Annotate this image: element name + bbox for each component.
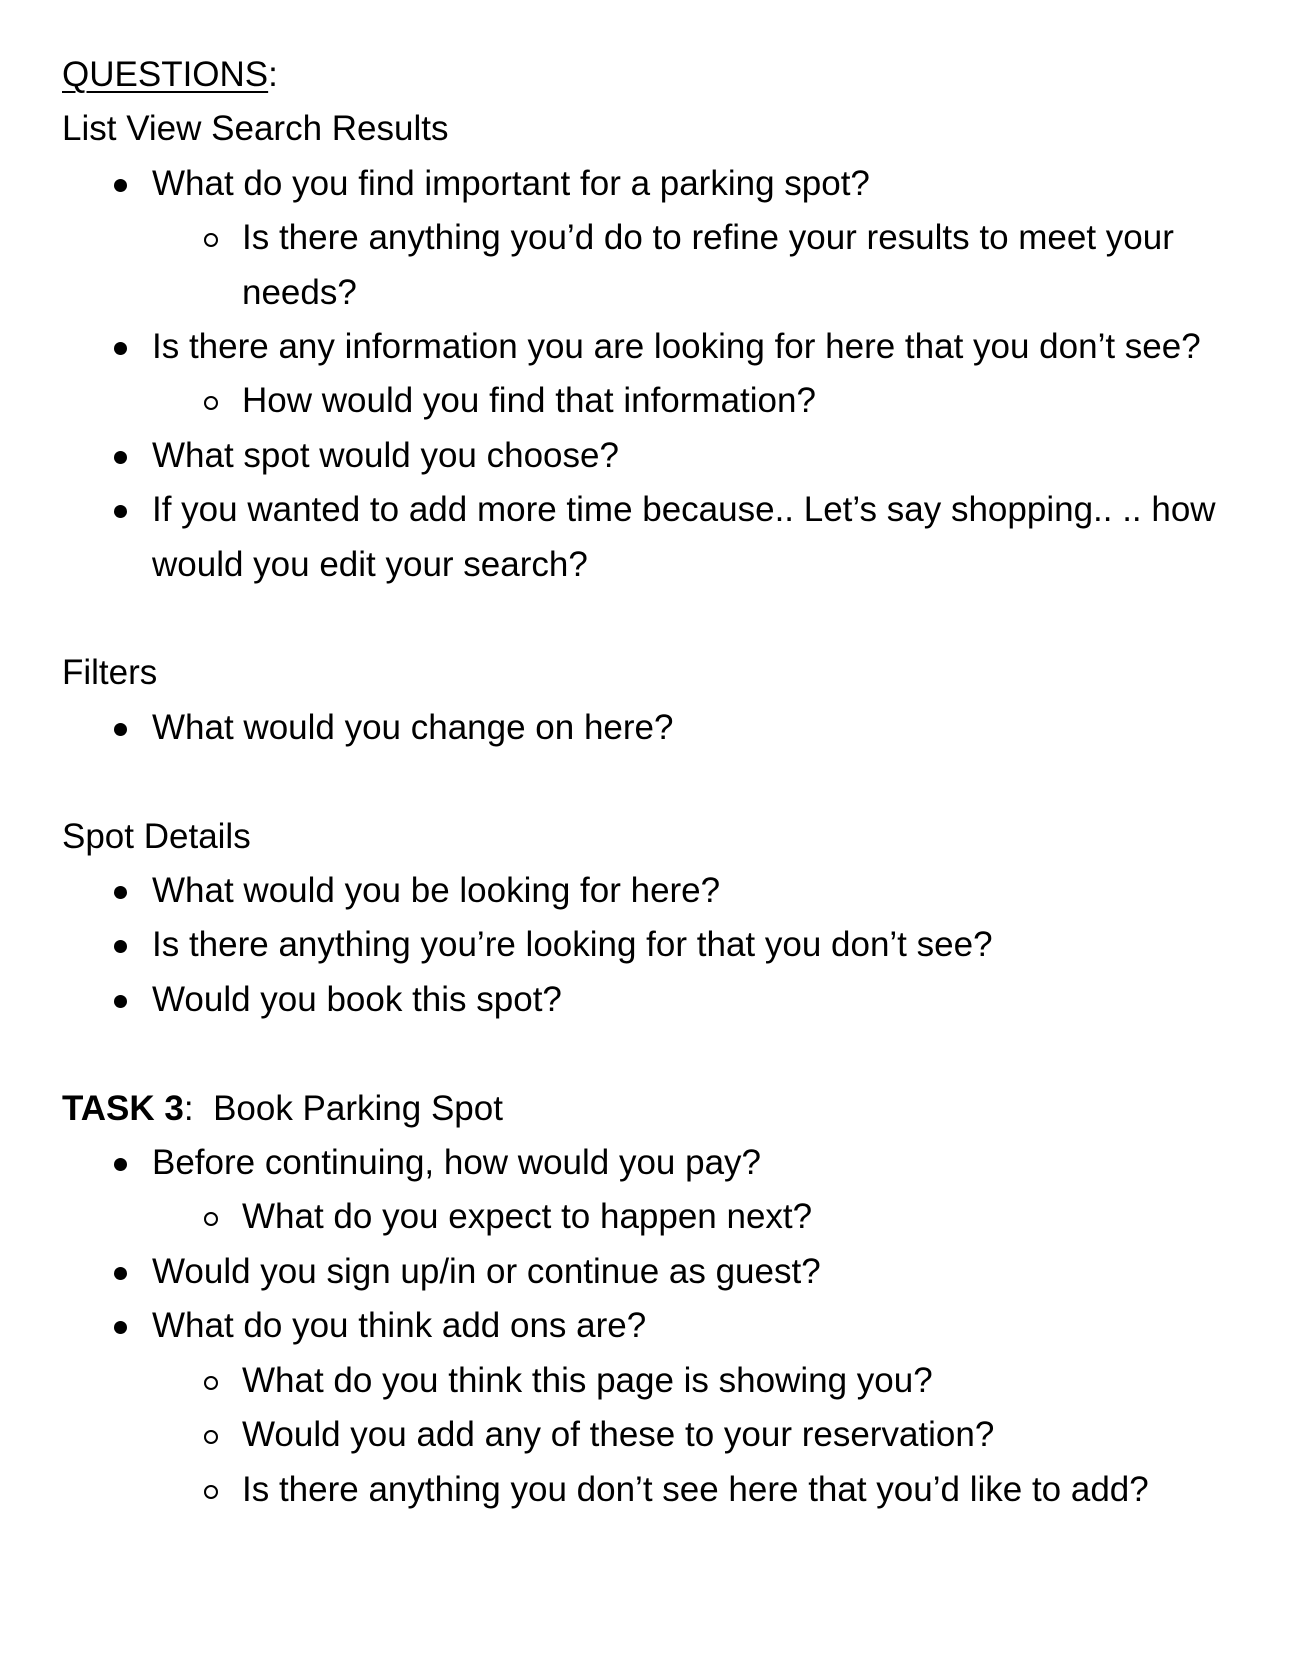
bullet-dot-icon bbox=[114, 995, 127, 1008]
list-item-text: What spot would you choose? bbox=[152, 435, 619, 475]
task3-heading-line bbox=[62, 1082, 1262, 1136]
list-item-text: Would you sign up/in or continue as guest? bbox=[152, 1251, 821, 1291]
list-item-text: If you wanted to add more time because.. Let’s say shopping.. .. how would you edit your search? bbox=[152, 490, 1216, 584]
list-item-text: Is there any information you are looking for here that you don’t see? bbox=[152, 327, 1201, 367]
list-item bbox=[62, 157, 1262, 211]
list-item bbox=[62, 483, 1262, 592]
bullet-dot-icon bbox=[114, 723, 127, 736]
section-title-spot-details: Spot Details bbox=[62, 816, 251, 856]
section-title-list-view: List View Search Results bbox=[62, 109, 449, 149]
spacer bbox=[62, 755, 1262, 809]
bullet-dot-icon bbox=[114, 1321, 127, 1334]
bullet-dot-icon bbox=[114, 505, 127, 518]
list-item bbox=[62, 320, 1262, 374]
list-item-text: Is there anything you’d do to refine your results to meet your needs? bbox=[242, 218, 1174, 312]
bullet-ring-icon bbox=[204, 1430, 218, 1444]
list-item bbox=[62, 211, 1262, 320]
bullet-dot-icon bbox=[114, 886, 127, 899]
questions-heading-line bbox=[62, 48, 1262, 102]
spacer bbox=[62, 1027, 1262, 1081]
questions-heading: QUESTIONS bbox=[62, 55, 269, 94]
section-filters-items bbox=[62, 701, 1262, 755]
list-item bbox=[62, 1190, 1262, 1244]
bullet-ring-icon bbox=[204, 233, 218, 247]
bullet-ring-icon bbox=[204, 1485, 218, 1499]
list-item bbox=[62, 701, 1262, 755]
list-item bbox=[62, 374, 1262, 428]
list-item-text: What do you think add ons are? bbox=[152, 1306, 647, 1346]
task3-title: Book Parking Spot bbox=[213, 1088, 503, 1128]
questions-heading-colon: : bbox=[268, 55, 278, 94]
list-item bbox=[62, 429, 1262, 483]
list-item-text: What do you expect to happen next? bbox=[242, 1197, 813, 1237]
list-item bbox=[62, 1354, 1262, 1408]
list-item-text: Would you book this spot? bbox=[152, 979, 562, 1019]
bullet-ring-icon bbox=[204, 1376, 218, 1390]
list-item-text: What would you change on here? bbox=[152, 707, 674, 747]
list-item bbox=[62, 1136, 1262, 1190]
list-item bbox=[62, 973, 1262, 1027]
task3-items bbox=[62, 1136, 1262, 1517]
bullet-dot-icon bbox=[114, 179, 127, 192]
list-item bbox=[62, 1408, 1262, 1462]
list-item-text: Before continuing, how would you pay? bbox=[152, 1143, 762, 1183]
list-item-text: Would you add any of these to your reservation? bbox=[242, 1415, 995, 1455]
list-item bbox=[62, 1245, 1262, 1299]
bullet-ring-icon bbox=[204, 396, 218, 410]
bullet-dot-icon bbox=[114, 342, 127, 355]
list-item-text: What would you be looking for here? bbox=[152, 871, 721, 911]
bullet-dot-icon bbox=[114, 1158, 127, 1171]
document-body bbox=[62, 48, 1262, 1517]
list-item bbox=[62, 864, 1262, 918]
section-spot-details-items bbox=[62, 864, 1262, 1027]
list-item bbox=[62, 918, 1262, 972]
list-item-text: Is there anything you’re looking for that you don’t see? bbox=[152, 925, 993, 965]
section-title-filters: Filters bbox=[62, 653, 158, 693]
list-item bbox=[62, 1299, 1262, 1353]
section-list-view-items bbox=[62, 157, 1262, 592]
bullet-dot-icon bbox=[114, 451, 127, 464]
bullet-dot-icon bbox=[114, 940, 127, 953]
task3-label: TASK 3 bbox=[62, 1088, 184, 1128]
list-item-text: Is there anything you don’t see here that you’d like to add? bbox=[242, 1469, 1149, 1509]
list-item bbox=[62, 1463, 1262, 1517]
spacer bbox=[62, 592, 1262, 646]
list-item-text: What do you find important for a parking spot? bbox=[152, 163, 870, 203]
bullet-dot-icon bbox=[114, 1267, 127, 1280]
list-item-text: What do you think this page is showing you? bbox=[242, 1360, 933, 1400]
bullet-ring-icon bbox=[204, 1212, 218, 1226]
task3-colon: : bbox=[183, 1088, 194, 1128]
list-item-text: How would you find that information? bbox=[242, 381, 816, 421]
